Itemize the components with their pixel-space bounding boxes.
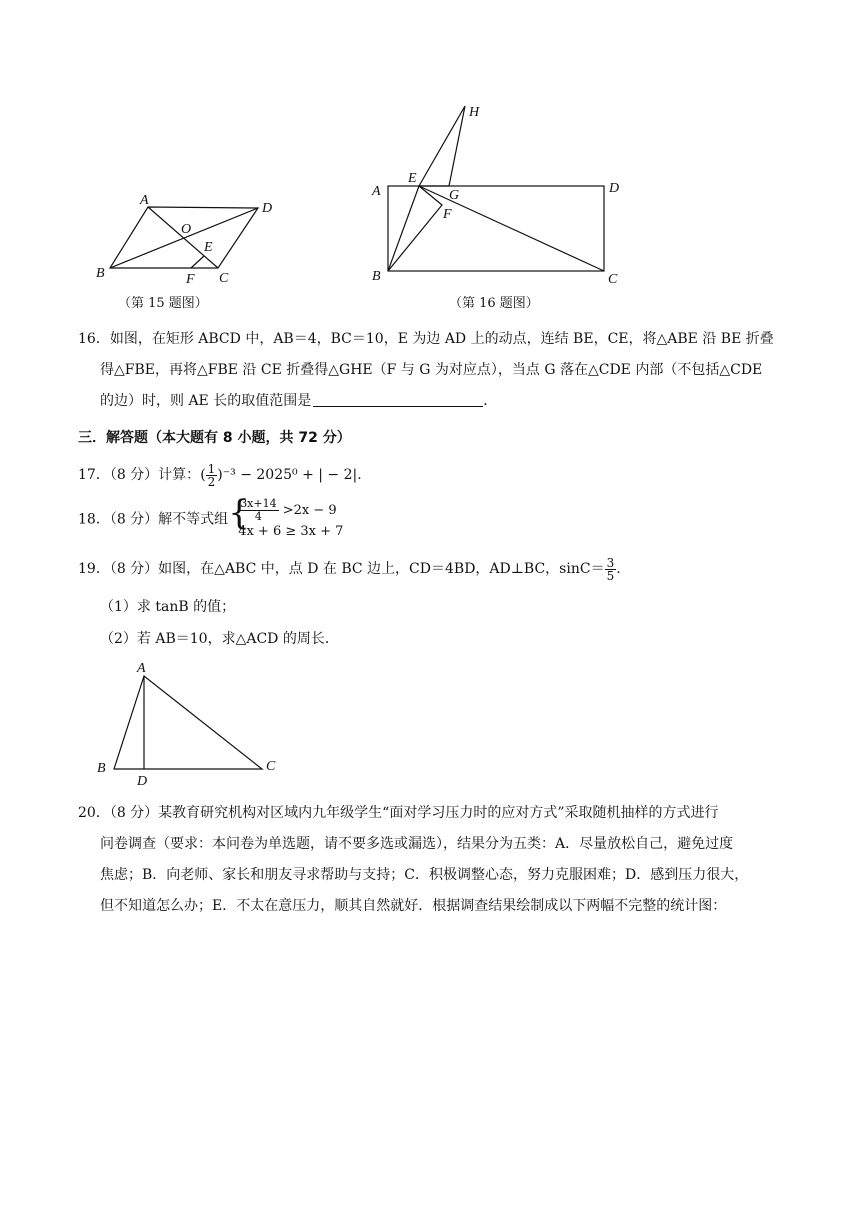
question-17-paren: ( (200, 467, 206, 483)
label-F: F (186, 272, 195, 287)
question-19: 19．（8 分）如图，在△ABC 中，点 D 在 BC 边上，CD＝4BD，AD⊥BC，sinC＝ $\frac{3}{5}$ . (78, 555, 621, 583)
fraction-three-fifths: $\frac{3}{5}$ (606, 555, 615, 583)
question-19-text: （8 分）如图，在△ABC 中，点 D 在 BC 边上，CD＝4BD，AD⊥BC，sinC＝ (109, 561, 605, 577)
fraction-one-half: $\frac{1}{2}$ (207, 461, 216, 489)
triangle-abc (114, 676, 262, 769)
label-C: C (266, 759, 276, 774)
question-17-expression: )⁻³ − 2025⁰ + | − 2|. (217, 467, 362, 483)
label-C: C (608, 272, 618, 287)
fold-triangle-fbe (388, 186, 442, 271)
inequality-2: 4x + 6 ≥ 3x + 7 (238, 524, 344, 539)
label-A: A (372, 184, 381, 199)
label-O: O (181, 222, 192, 237)
diagonal-bd (110, 208, 258, 268)
question-19-part-2: （2）若 AB＝10，求△ACD 的周长． (100, 631, 339, 647)
question-17 (78, 462, 798, 488)
rectangle-abcd (388, 186, 604, 271)
figure-19 (92, 657, 292, 789)
label-F: F (443, 207, 452, 222)
segment-be (388, 186, 419, 271)
figure-15 (88, 188, 288, 288)
label-G: G (449, 188, 460, 203)
label-B: B (372, 269, 381, 284)
question-19-part-1: （1）求 tanB 的值； (100, 599, 236, 615)
fold-triangle-ghe (419, 106, 465, 186)
figure-16 (360, 98, 640, 292)
question-18-number: 18． (78, 511, 110, 528)
question-18 (78, 493, 798, 541)
question-16-text-3: 的边）时，则 AE 长的取值范围是 (100, 393, 312, 409)
diagonal-ac (148, 207, 218, 268)
label-D: D (609, 181, 620, 196)
system-brace: { (228, 493, 250, 533)
figure-15-caption: （第 15 题图） (118, 296, 208, 311)
question-16-line-2 (100, 360, 820, 380)
inequality-1: $\frac{3x+14}{4}$ >2x − 9 (240, 497, 337, 523)
section-3-title: 三．解答题（本大题有 8 小题，共 72 分） (78, 430, 351, 446)
label-D: D (262, 201, 273, 216)
question-20-line-3: 焦虑；B．向老师、家长和朋友寻求帮助与支持；C．积极调整心态，努力克服困难；D．感到压力很大， (100, 867, 749, 883)
label-A: A (137, 661, 146, 676)
inequality-system (228, 493, 344, 541)
question-17-number: 17． (78, 467, 110, 483)
segment-ec (419, 186, 604, 271)
label-C: C (219, 271, 229, 286)
answer-blank[interactable] (313, 392, 483, 407)
figure-16-caption: （第 16 题图） (449, 296, 539, 311)
label-E: E (408, 171, 417, 186)
label-H: H (469, 105, 480, 120)
label-D: D (137, 774, 148, 789)
label-B: B (96, 266, 105, 281)
question-16-end: ． (483, 393, 498, 409)
question-18-text: （8 分）解不等式组 (109, 511, 229, 528)
question-17-text: （8 分）计算： (109, 467, 201, 483)
question-20-line-2: 问卷调查（要求：本问卷为单选题，请不要多选或漏选），结果分为五类：A．尽量放松自己，避免过度 (100, 836, 734, 852)
segment-ef (191, 256, 204, 268)
question-16-number: 16． (78, 331, 110, 347)
question-20-text-1: （8 分）某教育研究机构对区域内九年级学生“面对学习压力时的应对方式”采取随机抽样的方式进行 (109, 805, 719, 821)
label-E: E (204, 240, 213, 255)
question-16-line-3 (100, 391, 820, 411)
question-16-line-1 (78, 329, 798, 349)
question-20-number: 20． (78, 805, 110, 821)
label-A: A (140, 193, 149, 208)
section-3-heading (78, 428, 798, 448)
question-16-text-2: 得△FBE，再将△FBE 沿 CE 折叠得△GHE（F 与 G 为对应点），当点 G 落在△CDE 内部（不包括△CDE (100, 362, 763, 378)
question-20-line-1 (78, 803, 798, 823)
question-20-line-4: 但不知道怎么办；E．不太在意压力，顺其自然就好．根据调查结果绘制成以下两幅不完整的统计图： (100, 898, 727, 914)
question-19-number: 19． (78, 561, 110, 577)
label-B: B (97, 761, 106, 776)
question-16-text-1: 如图，在矩形 ABCD 中，AB＝4，BC＝10，E 为边 AD 上的动点，连结 BE，CE，将△ABE 沿 BE 折叠 (109, 331, 774, 347)
